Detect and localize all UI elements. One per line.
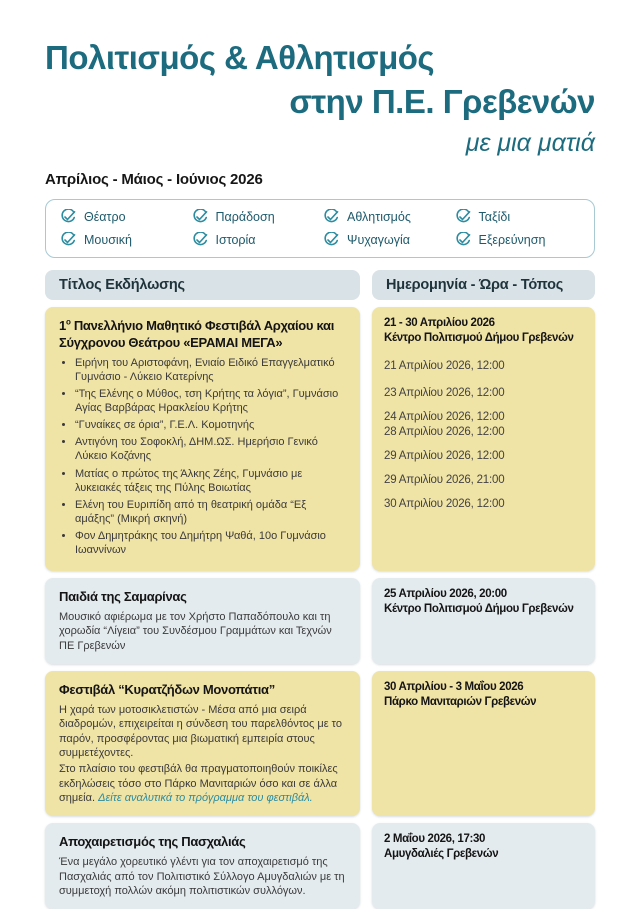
performance-dates (384, 359, 585, 511)
event-date: 25 Απριλίου 2026, 20:00 (384, 587, 507, 600)
check-icon (60, 209, 76, 225)
event-when-cell (372, 307, 595, 571)
event-title-cell (45, 671, 360, 816)
performance-item: • “Της Ελένης ο Μύθος, τση Κρήτης τα λόγια”, Γυμνάσιο Αγίας Βαρβάρας Ηρακλείου Κρήτης (75, 387, 348, 415)
check-icon (192, 209, 208, 225)
event-row-paschalia-farewell (45, 823, 595, 909)
event-description: Μουσικό αφιέρωμα με τον Χρήστο Παπαδόπουλο και τη χορωδία “Λίγεια” του Συνδέσμου Γραμμάτων και Τεχνών ΠΕ Γρεβενών (59, 611, 332, 652)
page-subtitle: με μια ματιά (465, 128, 595, 157)
event-date-range: 30 Απριλίου - 3 Μαΐου 2026 (384, 681, 524, 694)
check-icon (323, 209, 339, 225)
performance-date: 30 Απριλίου 2026, 12:00 (384, 498, 505, 511)
performance-item: • Φον Δημητράκης του Δημήτρη Ψαθά, 10ο Γυμνάσιο Ιωαννίνων (75, 529, 348, 557)
category-legend (45, 199, 595, 258)
performance-item: • “Γυναίκες σε όρια”, Γ.Ε.Λ. Κομοτηνής (75, 418, 348, 432)
check-icon (323, 232, 339, 248)
event-row-festival-theatre (45, 307, 595, 571)
event-title-ordinal: ο (65, 317, 71, 327)
performance-date: 29 Απριλίου 2026, 21:00 (384, 474, 505, 487)
event-row-samarina-children (45, 578, 595, 664)
event-title: Αποχαιρετισμός της Πασχαλιάς (59, 834, 246, 850)
event-title (59, 317, 348, 351)
event-title-text: Πανελλήνιο Μαθητικό Φεστιβάλ Αρχαίου και Σύγχρονου Θεάτρου «ΕΡΑΜΑΙ ΜΕΓΑ» (59, 317, 335, 350)
event-description-extra (59, 762, 348, 805)
check-icon (60, 232, 76, 248)
column-header-date-time-place: Ημερομηνία - Ώρα - Τόπος (372, 270, 595, 300)
check-icon (455, 232, 471, 248)
check-icon (455, 209, 471, 225)
legend-item-music (60, 231, 186, 249)
event-when-cell (372, 823, 595, 909)
performance-date: 29 Απριλίου 2026, 12:00 (384, 450, 505, 463)
check-icon (192, 232, 208, 248)
event-title-cell (45, 823, 360, 909)
performance-date: 28 Απριλίου 2026, 12:00 (384, 426, 505, 439)
performance-date: 24 Απριλίου 2026, 12:00 (384, 411, 505, 424)
event-venue: Αμυγδαλιές Γρεβενών (384, 848, 499, 861)
legend-item-sports (323, 208, 449, 226)
event-venue: Κέντρο Πολιτισμού Δήμου Γρεβενών (384, 603, 574, 616)
legend-label: Θέατρο (84, 209, 126, 224)
event-venue: Πάρκο Μανιταριών Γρεβενών (384, 696, 537, 709)
page-title-line1: Πολιτισμός & Αθλητισμός (45, 39, 435, 76)
event-title-number: 1 (59, 317, 66, 333)
performance-item: • Ματίας ο πρώτος της Άλκης Ζέης, Γυμνάσιο με λυκειακές τάξεις της Πύλης Βοιωτίας (75, 467, 348, 495)
legend-item-exploration (455, 231, 581, 249)
event-row-kyratzides-trails-festival (45, 671, 595, 816)
table-header (45, 270, 595, 300)
event-when-cell (372, 578, 595, 664)
legend-label: Παράδοση (215, 209, 275, 224)
festival-program-link[interactable]: Δείτε αναλυτικά το πρόγραμμα του φεστιβάλ. (98, 791, 313, 804)
period-label: Απρίλιος - Μάιος - Ιούνιος 2026 (45, 170, 263, 188)
performance-item: • Ελένη του Ευριπίδη από τη θεατρική ομάδα “Εξ αμάξης” (Μικρή σκηνή) (75, 498, 348, 526)
event-description: Η χαρά των μοτοσικλετιστών - Μέσα από μια σειρά διαδρομών, επιχειρείται η σύνδεση του παρελθόντος με το παρόν, προσφέροντας μια βιωματική εμπειρία στους συμμετέχοντες. (59, 704, 342, 760)
legend-label: Ψυχαγωγία (347, 232, 410, 247)
legend-label: Μουσική (84, 232, 132, 247)
event-title: Παιδιά της Σαμαρίνας (59, 588, 187, 604)
performance-item: • Ειρήνη του Αριστοφάνη, Ενιαίο Ειδικό Επαγγελματικό Γυμνάσιο - Λύκειο Κατερίνης (75, 356, 348, 384)
event-description: Ένα μεγάλο χορευτικό γλέντι για τον αποχαιρετισμό της Πασχαλιάς από τον Πολιτιστικό Σύλλογο Αμυγδαλιών με τη συμμετοχή πολλών ακόμη πολιτιστικών συλλόγων. (59, 856, 345, 898)
legend-item-theatre (60, 208, 186, 226)
event-description-text: Στο πλαίσιο του φεστιβάλ θα πραγματοποιηθούν ποικίλες εκδηλώσεις τόσο στο Πάρκο Μανιταριών όσο και σε άλλα σημεία. (59, 763, 338, 804)
event-title-cell (45, 578, 360, 664)
event-date: 2 Μαΐου 2026, 17:30 (384, 833, 486, 846)
performance-list (59, 356, 348, 557)
event-date-range: 21 - 30 Απριλίου 2026 (384, 316, 495, 329)
event-title-cell (45, 307, 360, 571)
performance-date: 21 Απριλίου 2026, 12:00 (384, 360, 505, 372)
performance-item: • Αντιγόνη του Σοφοκλή, ΔΗΜ.ΩΣ. Ημερήσιο Γενικό Λύκειο Κοζάνης (75, 435, 348, 463)
title-block (45, 40, 595, 158)
event-when-cell (372, 671, 595, 816)
event-title: Φεστιβάλ “Κυρατζήδων Μονοπάτια” (59, 682, 275, 698)
legend-label: Ταξίδι (478, 209, 511, 224)
legend-item-travel (455, 208, 581, 226)
legend-label: Ιστορία (215, 232, 256, 247)
performance-date: 23 Απριλίου 2026, 12:00 (384, 387, 505, 400)
column-header-event-title: Τίτλος Εκδήλωσης (45, 270, 360, 300)
legend-item-tradition (192, 208, 318, 226)
page-title-line2: στην Π.Ε. Γρεβενών (289, 82, 595, 120)
legend-item-history (192, 231, 318, 249)
event-venue: Κέντρο Πολιτισμού Δήμου Γρεβενών (384, 331, 574, 344)
legend-item-entertainment (323, 231, 449, 249)
legend-label: Αθλητισμός (347, 209, 411, 224)
legend-label: Εξερεύνηση (478, 232, 546, 247)
